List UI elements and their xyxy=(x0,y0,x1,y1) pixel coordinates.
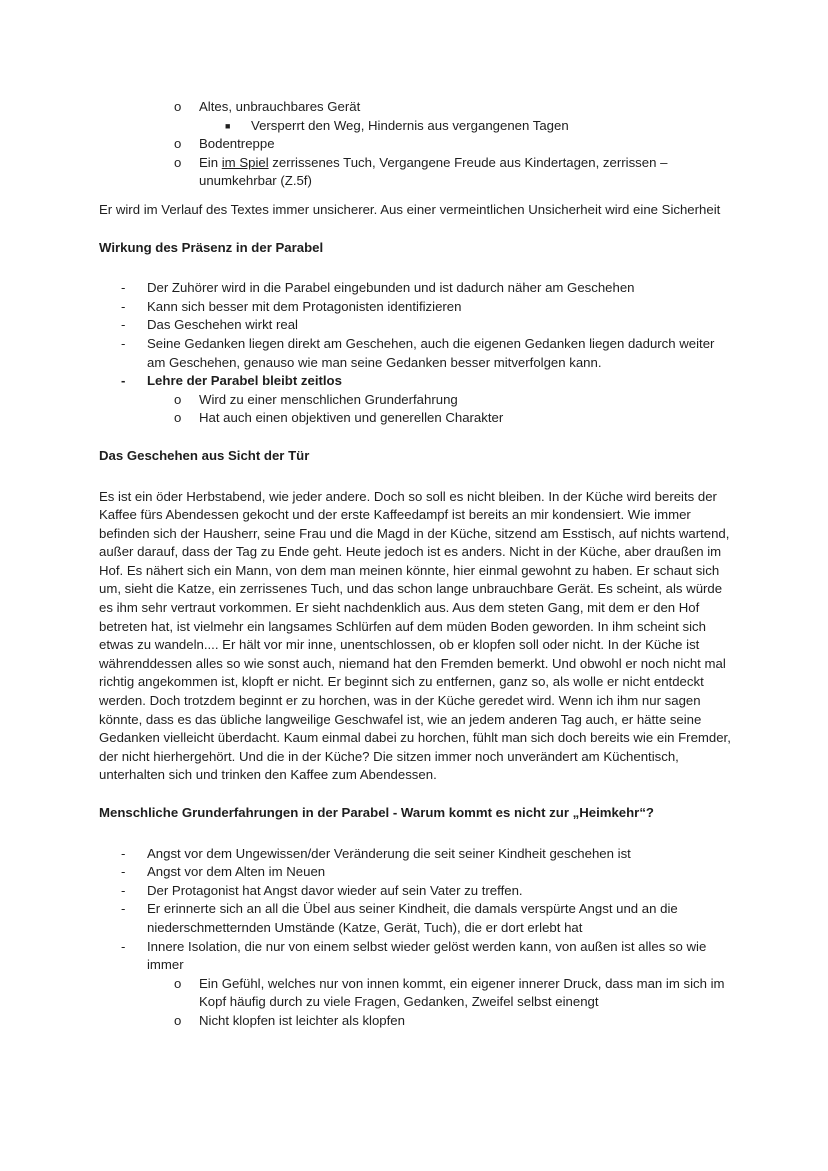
square-bullet: ■ xyxy=(225,120,231,131)
dash-bullet: - xyxy=(121,938,126,954)
section-heading: Menschliche Grunderfahrungen in der Parabel - Warum kommt es nicht zur „Heimkehr“? xyxy=(99,805,654,820)
circle-bullet: o xyxy=(174,1012,182,1028)
list-item-text: Versperrt den Weg, Hindernis aus vergangenen Tagen xyxy=(251,117,569,133)
dash-bullet: - xyxy=(121,373,126,389)
dash-bullet: - xyxy=(121,845,126,861)
list-item-text: Wird zu einer menschlichen Grunderfahrung xyxy=(199,391,458,407)
circle-bullet: o xyxy=(174,99,182,114)
dash-bullet: - xyxy=(121,864,126,880)
circle-bullet: o xyxy=(174,136,182,152)
list-item-text: Der Protagonist hat Angst davor wieder auf sein Vater zu treffen. xyxy=(147,882,523,898)
list-item-text: Angst vor dem Ungewissen/der Veränderung die seit seiner Kindheit geschehen ist xyxy=(147,845,631,861)
list-item xyxy=(99,1012,731,1031)
list-item xyxy=(99,117,731,136)
dash-bullet: - xyxy=(121,317,126,333)
list-item xyxy=(99,409,731,428)
list-item xyxy=(99,975,731,1012)
dash-bullet: - xyxy=(121,882,126,898)
list-item xyxy=(99,845,731,864)
list-item-text: Ein Gefühl, welches nur von innen kommt, ein eigener innerer Druck, dass man im sich im Kopf häufig durch zu viele Fragen, Gedanken, Zweifel selbst einengt xyxy=(199,975,725,1010)
list-item-text: Nicht klopfen ist leichter als klopfen xyxy=(199,1012,405,1028)
list-item xyxy=(99,98,731,117)
circle-bullet: o xyxy=(174,391,182,407)
list-item-text: Lehre der Parabel bleibt zeitlos xyxy=(147,373,342,389)
dash-bullet: - xyxy=(121,280,126,296)
list-item xyxy=(99,135,731,154)
dash-bullet: - xyxy=(121,298,126,314)
list-item-text: Bodentreppe xyxy=(199,136,275,152)
list-item xyxy=(99,372,731,391)
section-effect-list xyxy=(99,279,731,428)
list-item-text: Das Geschehen wirkt real xyxy=(147,317,298,333)
list-item-text: Hat auch einen objektiven und generellen Charakter xyxy=(199,410,504,426)
list-item xyxy=(99,882,731,901)
list-item-text-post: zerrissenes Tuch, Vergangene Freude aus Kindertagen, zerrissen – unumkehrbar (Z.5f) xyxy=(199,154,668,189)
list-item xyxy=(99,279,731,298)
circle-bullet: o xyxy=(174,410,182,426)
closing-statement: Er wird im Verlauf des Textes immer unsicherer. Aus einer vermeintlichen Unsicherheit wird eine Sicherheit xyxy=(99,201,721,217)
list-item-text: Der Zuhörer wird in die Parabel eingebunden und ist dadurch näher am Geschehen xyxy=(147,280,635,296)
list-item-text: Er erinnerte sich an all die Übel aus seiner Kindheit, die damals verspürte Angst und an die niederschmetternden Umstände (Katze, Gerät, Tuch), die er dort erlebt hat xyxy=(147,901,678,935)
list-item xyxy=(99,154,731,191)
list-item xyxy=(99,938,731,975)
section-symbols-list xyxy=(99,98,731,191)
underlined-phrase: im Spiel xyxy=(221,154,269,170)
list-item xyxy=(99,863,731,882)
circle-bullet: o xyxy=(174,975,182,991)
list-item xyxy=(99,900,731,937)
dash-bullet: - xyxy=(121,335,126,351)
section-experiences-list xyxy=(99,845,731,1031)
list-item-text: Altes, unbrauchbares Gerät xyxy=(199,99,361,114)
list-item xyxy=(99,298,731,317)
list-item-text: Seine Gedanken liegen direkt am Geschehen, auch die eigenen Gedanken liegen dadurch weiter am Geschehen, genauso wie man seine Gedanken besser mitverfolgen kann. xyxy=(147,335,715,370)
list-item xyxy=(99,316,731,335)
list-item-text-pre: Ein xyxy=(199,154,222,170)
circle-bullet: o xyxy=(174,154,182,170)
list-item-text: Innere Isolation, die nur von einem selbst wieder gelöst werden kann, von außen ist alles so wie immer xyxy=(147,938,707,973)
list-item xyxy=(99,391,731,410)
list-item-text: Angst vor dem Alten im Neuen xyxy=(147,864,326,880)
list-item xyxy=(99,335,731,372)
list-item-text: Kann sich besser mit dem Protagonisten identifizieren xyxy=(147,298,462,314)
section-heading: Wirkung des Präsenz in der Parabel xyxy=(99,239,324,255)
document-page xyxy=(99,98,731,1031)
dash-bullet: - xyxy=(121,901,126,917)
narrative-paragraph: Es ist ein öder Herbstabend, wie jeder andere. Doch so soll es nicht bleiben. In der Küche wird bereits der Kaffee fürs Abendessen gekocht und der erste Kaffeedampf ist bereits an mir kondensiert. Wie immer befinden sich der Hausherr, seine Frau und die Magd in der Küche, sitzend am Esstisch, auf nichts wartend, außer darauf, dass der Tag zu Ende geht. Heute jedoch ist es anders. Nicht in der Küche, aber draußen im Hof. Es nähert sich ein Mann, von dem man meinen könnte, hier einmal gewohnt zu haben. Er schaut sich um, sieht die Katze, ein zerrissenes Tuch, und das schon lange unbrauchbare Gerät. Es scheint, als würde es ihm sehr vertraut vorkommen. Er sieht nachdenklich aus. Aus dem steten Gang, mit dem er den Hof betreten hat, ist vielmehr ein langsames Schlürfen auf dem müden Boden geworden. In ihm scheint sich etwas zu wandeln.... Er hält vor mir inne, unentschlossen, ob er klopfen soll oder nicht. In der Küche ist währenddessen alles so wie sonst auch, niemand hat den Fremden bemerkt. Und obwohl er noch nicht mal richtig angekommen ist, klopft er nicht. Er beginnt sich zu entfernen, ganz so, als wolle er nicht entdeckt werden. Doch trotzdem beginnt er zu horchen, was in der Küche geredet wird. Wenn ich ihm nur sagen könnte, dass es das übliche langweilige Geschwafel ist, wie an jedem anderen Tag auch, er hätte seine Gedanken vielleicht überdacht. Kaum einmal dabei zu horchen, fühlt man sich doch bereits wie ein Fremder, der nicht hierhergehört. Und die in der Küche? Die sitzen immer noch unverändert am Küchentisch, unterhalten sich und trinken den Kaffee zum Abendessen. xyxy=(99,488,731,783)
section-heading: Das Geschehen aus Sicht der Tür xyxy=(99,447,310,463)
